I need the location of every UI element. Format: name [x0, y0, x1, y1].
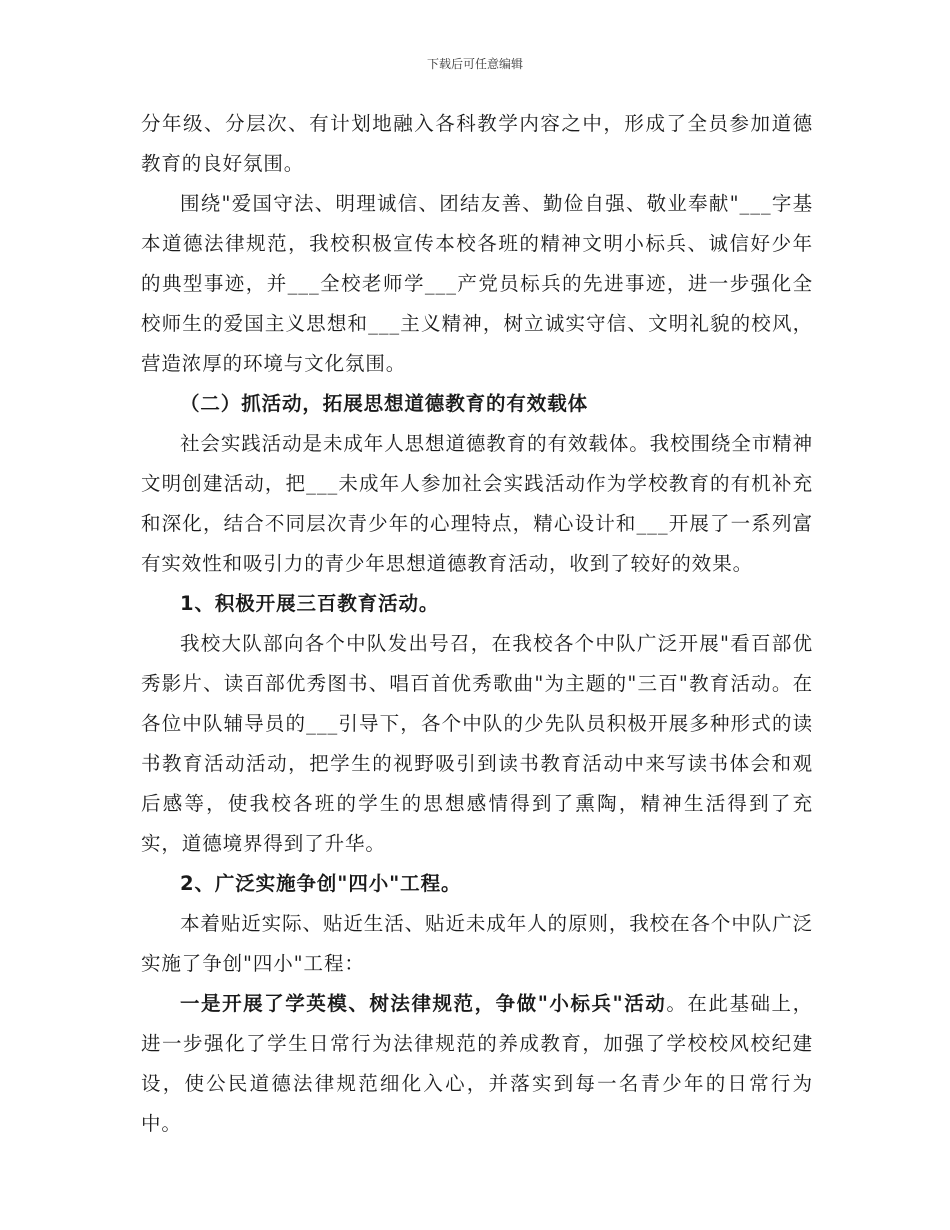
first-activity-body: 。在此基础上，进一步强化了学生日常行为法律规范的养成教育，加强了学校校风校纪建设，使公民道德法律规范细化入心，并落实到每一名青少年的日常行为中。 — [141, 992, 813, 1135]
paragraph-four-small-intro: 本着贴近实际、贴近生活、贴近未成年人的原则，我校在各个中队广泛实施了争创"四小"工程： — [141, 912, 813, 975]
paragraph-first-activity — [141, 984, 813, 1144]
section-heading-activities: （二）抓活动，拓展思想道德教育的有效载体 — [180, 392, 589, 415]
document-body — [141, 104, 813, 1144]
subheading-three-hundred: 1、积极开展三百教育活动。 — [180, 592, 440, 615]
first-activity-lead: 一是开展了学英模、树法律规范，争做"小标兵"活动 — [180, 992, 667, 1015]
paragraph-social-practice: 社会实践活动是未成年人思想道德教育的有效载体。我校围绕全市精神文明创建活动，把___未成年人参加社会实践活动作为学校教育的有机补充和深化，结合不同层次青少年的心理特点，精心设计和___开展了一系列富有实效性和吸引力的青少年思想道德教育活动，收到了较好的效果。 — [141, 432, 813, 575]
paragraph-moral-norms: 围绕"爱国守法、明理诚信、团结友善、勤俭自强、敬业奉献"___字基本道德法律规范，我校积极宣传本校各班的精神文明小标兵、诚信好少年的典型事迹，并___全校老师学___产党员标兵的先进事迹，进一步强化全校师生的爱国主义思想和___主义精神，树立诚实守信、文明礼貌的校风，营造浓厚的环境与文化氛围。 — [141, 192, 813, 375]
paragraph-three-hundred: 我校大队部向各个中队发出号召，在我校各个中队广泛开展"看百部优秀影片、读百部优秀图书、唱百首优秀歌曲"为主题的"三百"教育活动。在各位中队辅导员的___引导下，各个中队的少先队员积极开展多种形式的读书教育活动活动，把学生的视野吸引到读书教育活动中来写读书体会和观后感等，使我校各班的学生的思想感情得到了熏陶，精神生活得到了充实，道德境界得到了升华。 — [141, 632, 813, 855]
paragraph-continuation: 分年级、分层次、有计划地融入各科教学内容之中，形成了全员参加道德教育的良好氛围。 — [141, 112, 813, 175]
subheading-four-small: 2、广泛实施争创"四小"工程。 — [180, 872, 462, 895]
page-header: 下载后可任意编辑 — [426, 57, 523, 71]
